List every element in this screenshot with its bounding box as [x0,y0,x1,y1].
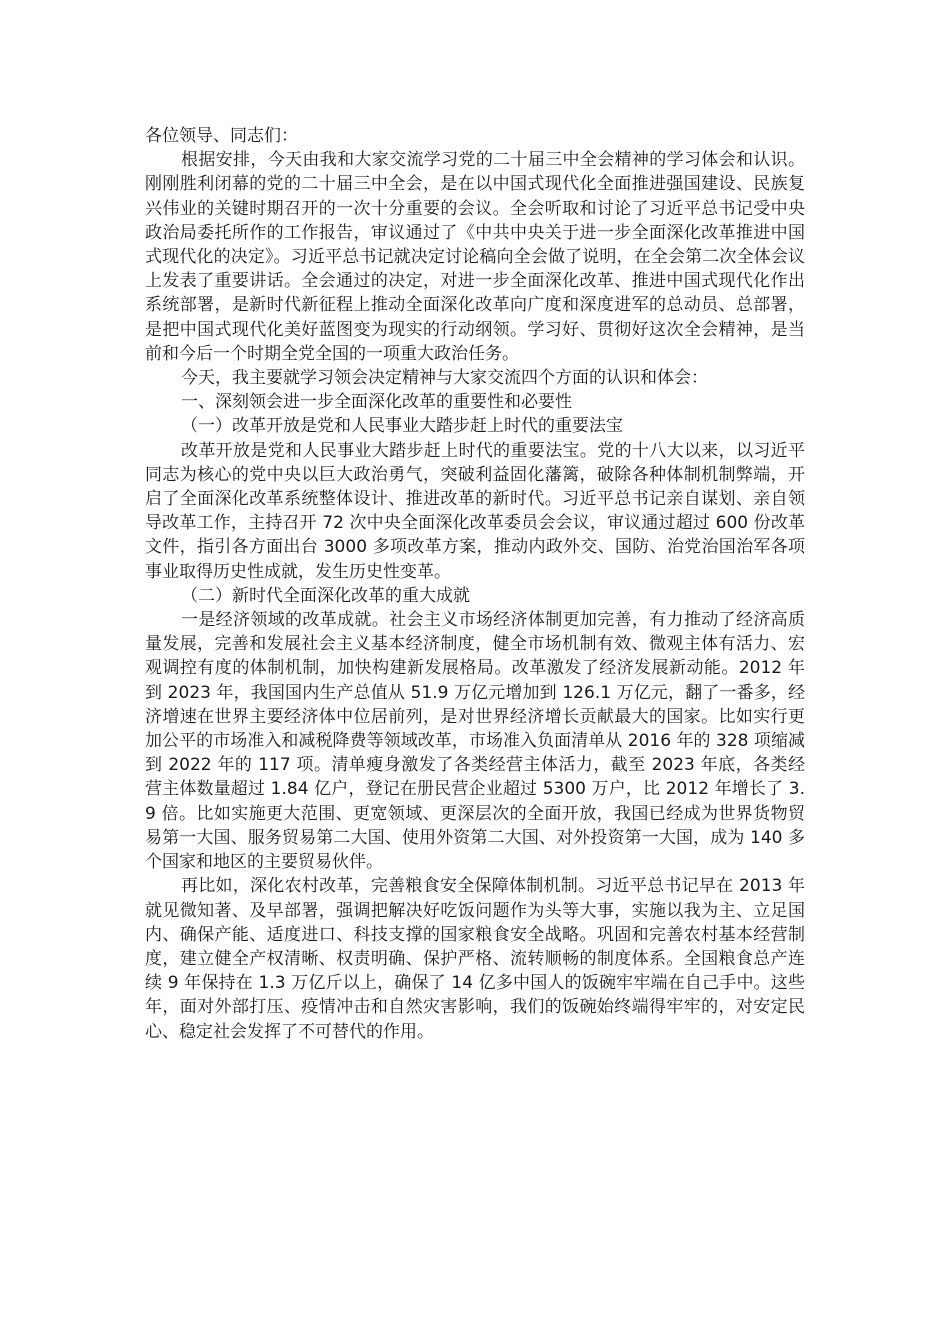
subsection-2-paragraph-economy: 一是经济领域的改革成就。社会主义市场经济体制更加完善，有力推动了经济高质量发展，完善和发展社会主义基本经济制度，健全市场机制有效、微观主体有活力、宏观调控有度的体制机制，加快构建新发展格局。改革激发了经济发展新动能。2012 年到 2023 年，我国国内生产总值从 51.9 万亿元增加到 126.1 万亿元，翻了一番多，经济增速在世界主要经济体中位居前列，是对世界经济增长贡献最大的国家。比如实行更加公平的市场准入和减税降费等领域改革，市场准入负面清单从 2016 年的 328 项缩减到 2022 年的 117 项。清单瘦身激发了各类经营主体活力，截至 2023 年底，各类经营主体数量超过 1.84 亿户，登记在册民营企业超过 5300 万户，比 2012 年增长了 3.9 倍。比如实施更大范围、更宽领域、更深层次的全面开放，我国已经成为世界货物贸易第一大国、服务贸易第二大国、使用外资第二大国、对外投资第一大国，成为 140 多个国家和地区的主要贸易伙伴。 [145,610,805,873]
subheading-2: （二）新时代全面深化改革的重大成就 [181,585,470,606]
document-body [145,124,805,1044]
section-heading-1: 一、深刻领会进一步全面深化改革的重要性和必要性 [181,392,572,413]
salutation: 各位领导、同志们： [145,126,298,146]
agenda-paragraph: 今天，我主要就学习领会决定精神与大家交流四个方面的认识和体会： [181,368,708,389]
subsection-1-paragraph: 改革开放是党和人民事业大踏步赶上时代的重要法宝。党的十八大以来，以习近平同志为核心的党中央以巨大政治勇气，突破利益固化藩篱，破除各种体制机制弊端，开启了全面深化改革系统整体设计、推进改革的新时代。习近平总书记亲自谋划、亲自领导改革工作，主持召开 72 次中央全面深化改革委员会会议，审议通过超过 600 份改革文件，指引各方面出台 3000 多项改革方案，推动内政外交、国防、治党治国治军各项事业取得历史性成就，发生历史性变革。 [145,440,805,582]
subheading-1: （一）改革开放是党和人民事业大踏步赶上时代的重要法宝 [181,416,623,437]
subsection-2-paragraph-rural: 再比如，深化农村改革，完善粮食安全保障体制机制。习近平总书记早在 2013 年就见微知著、及早部署，强调把解决好吃饭问题作为头等大事，实施以我为主、立足国内、确保产能、适度进口、科技支撑的国家粮食安全战略。巩固和完善农村基本经营制度，建立健全产权清晰、权责明确、保护严格、流转顺畅的制度体系。全国粮食总产连续 9 年保持在 1.3 万亿斤以上，确保了 14 亿多中国人的饭碗牢牢端在自己手中。这些年，面对外部打压、疫情冲击和自然灾害影响，我们的饭碗始终端得牢牢的，对安定民心、稳定社会发挥了不可替代的作用。 [145,876,805,1042]
intro-paragraph: 根据安排，今天由我和大家交流学习党的二十届三中全会精神的学习体会和认识。刚刚胜利闭幕的党的二十届三中全会，是在以中国式现代化全面推进强国建设、民族复兴伟业的关键时期召开的一次十分重要的会议。全会听取和讨论了习近平总书记受中央政治局委托所作的工作报告，审议通过了《中共中央关于进一步全面深化改革推进中国式现代化的决定》。习近平总书记就决定讨论稿向全会做了说明，在全会第二次全体会议上发表了重要讲话。全会通过的决定，对进一步全面深化改革、推进中国式现代化作出系统部署，是新时代新征程上推动全面深化改革向广度和深度进军的总动员、总部署，是把中国式现代化美好蓝图变为现实的行动纲领。学习好、贯彻好这次全会精神，是当前和今后一个时期全党全国的一项重大政治任务。 [145,150,805,364]
